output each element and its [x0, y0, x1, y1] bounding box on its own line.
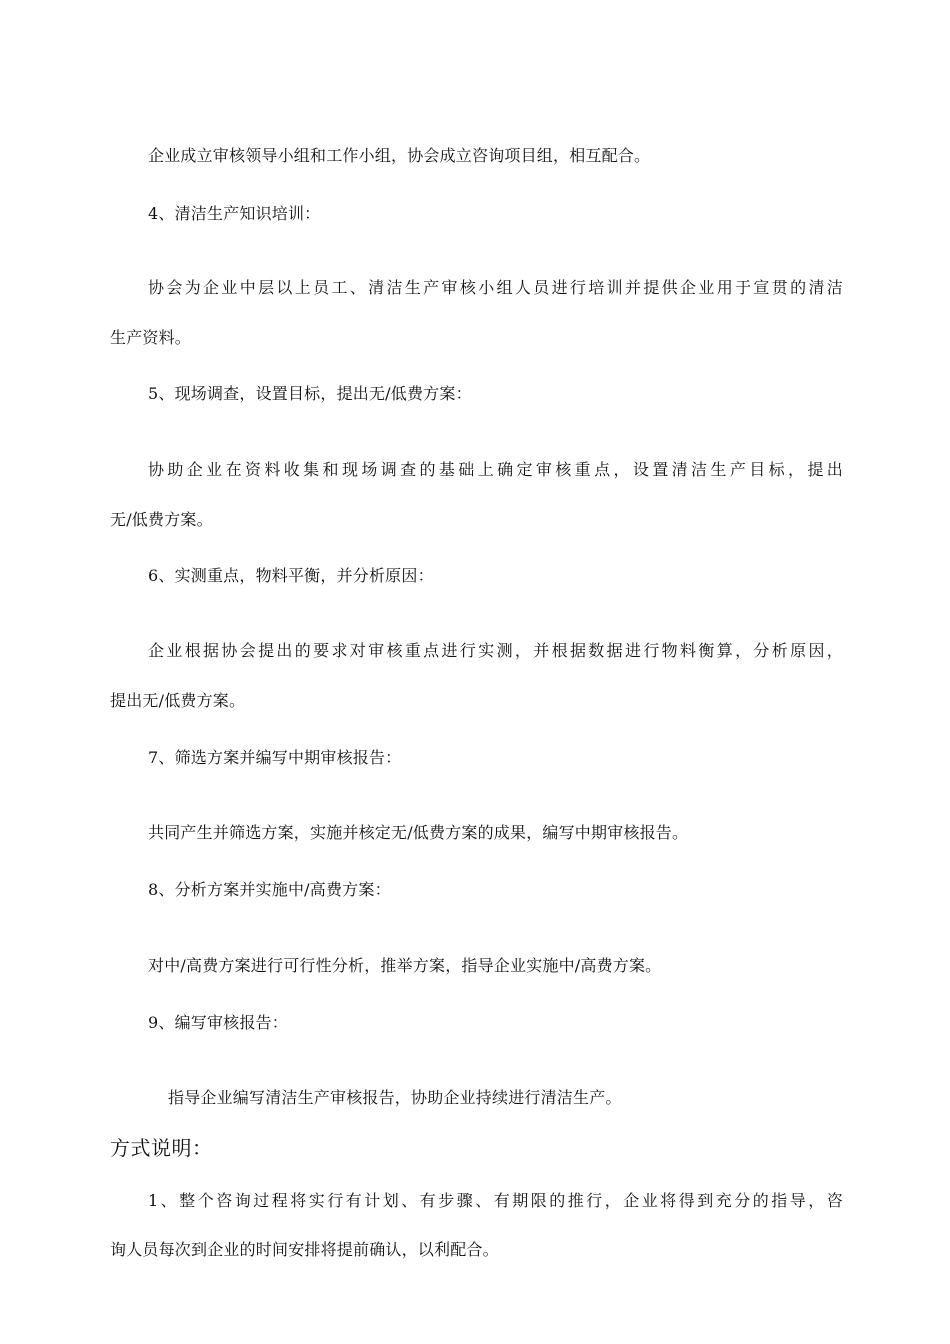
step-7-title: 7、筛选方案并编写中期审核报告：: [148, 748, 402, 767]
step-5-body-line-1: 协助企业在资料收集和现场调查的基础上确定审核重点，设置清洁生产目标，提出: [148, 460, 843, 479]
step-6-title: 6、实测重点，物料平衡，并分析原因：: [148, 566, 434, 585]
note-1-line-1: 1、整个咨询过程将实行有计划、有步骤、有期限的推行，企业将得到充分的指导，咨: [148, 1191, 843, 1210]
step-5-body-line-2: 无/低费方案。: [110, 510, 213, 529]
step-9-body: 指导企业编写清洁生产审核报告，协助企业持续进行清洁生产。: [168, 1088, 622, 1107]
step-9-title: 9、编写审核报告：: [148, 1013, 288, 1032]
paragraph-org-setup: 企业成立审核领导小组和工作小组，协会成立咨询项目组，相互配合。: [148, 146, 651, 165]
step-4-title: 4、清洁生产知识培训：: [148, 204, 321, 223]
step-4-body-line-2: 生产资料。: [110, 328, 192, 347]
section-heading-method-notes: 方式说明：: [110, 1136, 213, 1160]
step-8-title: 8、分析方案并实施中/高费方案：: [148, 880, 391, 899]
step-6-body-line-2: 提出无/低费方案。: [110, 691, 246, 710]
step-5-title: 5、现场调查，设置目标，提出无/低费方案：: [148, 384, 472, 403]
step-8-body: 对中/高费方案进行可行性分析，推举方案，指导企业实施中/高费方案。: [148, 956, 662, 975]
step-6-body-line-1: 企业根据协会提出的要求对审核重点进行实测，并根据数据进行物料衡算，分析原因，: [148, 641, 843, 660]
step-4-body-line-1: 协会为企业中层以上员工、清洁生产审核小组人员进行培训并提供企业用于宣贯的清洁: [148, 278, 843, 297]
step-7-body: 共同产生并筛选方案，实施并核定无/低费方案的成果，编写中期审核报告。: [148, 823, 689, 842]
note-1-line-2: 询人员每次到企业的时间安排将提前确认，以利配合。: [110, 1240, 499, 1259]
